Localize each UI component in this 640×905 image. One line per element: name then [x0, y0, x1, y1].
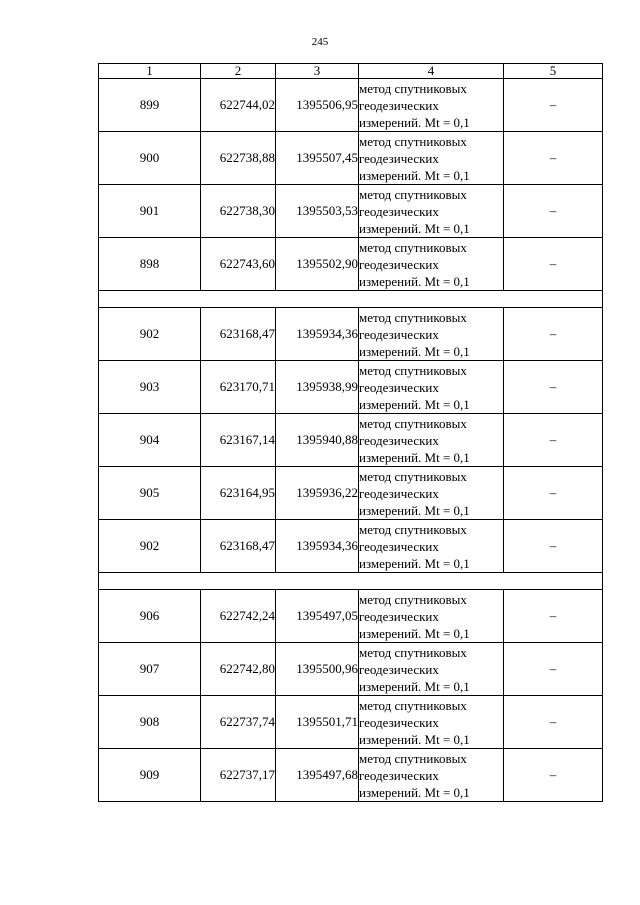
method-line: геодезических	[359, 326, 439, 342]
point-number-cell: 906	[99, 590, 201, 643]
note-cell: –	[504, 132, 603, 185]
method-cell	[359, 361, 504, 414]
table-body	[99, 79, 603, 802]
group-separator-row	[99, 291, 603, 308]
method-line: измерений. Mt = 0,1	[359, 449, 470, 465]
y-coordinate-cell: 1395506,95	[276, 79, 359, 132]
y-coordinate-cell: 1395500,96	[276, 643, 359, 696]
method-line: геодезических	[359, 485, 439, 501]
method-cell	[359, 467, 504, 520]
table-row	[99, 132, 603, 185]
table-row	[99, 696, 603, 749]
table-row	[99, 414, 603, 467]
x-coordinate-cell: 622738,88	[201, 132, 276, 185]
x-coordinate-cell: 622737,17	[201, 749, 276, 802]
y-coordinate-cell: 1395934,36	[276, 308, 359, 361]
y-coordinate-cell: 1395507,45	[276, 132, 359, 185]
y-coordinate-cell: 1395503,53	[276, 185, 359, 238]
point-number-cell: 903	[99, 361, 201, 414]
y-coordinate-cell: 1395501,71	[276, 696, 359, 749]
method-line: метод спутниковых	[359, 521, 467, 537]
x-coordinate-cell: 622744,02	[201, 79, 276, 132]
method-cell	[359, 238, 504, 291]
note-cell: –	[504, 238, 603, 291]
method-cell	[359, 414, 504, 467]
method-line: измерений. Mt = 0,1	[359, 555, 470, 571]
method-line: геодезических	[359, 714, 439, 730]
method-line: геодезических	[359, 150, 439, 166]
group-separator-row	[99, 573, 603, 590]
x-coordinate-cell: 622738,30	[201, 185, 276, 238]
table-row	[99, 361, 603, 414]
method-line: геодезических	[359, 379, 439, 395]
method-line: метод спутниковых	[359, 362, 467, 378]
point-number-cell: 907	[99, 643, 201, 696]
method-line: метод спутниковых	[359, 644, 467, 660]
method-cell	[359, 185, 504, 238]
method-line: измерений. Mt = 0,1	[359, 502, 470, 518]
method-line: метод спутниковых	[359, 80, 467, 96]
table-row	[99, 467, 603, 520]
method-line: метод спутниковых	[359, 239, 467, 255]
point-number-cell: 908	[99, 696, 201, 749]
method-line: измерений. Mt = 0,1	[359, 343, 470, 359]
method-line: метод спутниковых	[359, 309, 467, 325]
point-number-cell: 905	[99, 467, 201, 520]
method-cell	[359, 132, 504, 185]
coordinates-table	[98, 63, 603, 802]
note-cell: –	[504, 696, 603, 749]
method-line: измерений. Mt = 0,1	[359, 678, 470, 694]
header-cell-2: 2	[201, 64, 276, 79]
point-number-cell: 902	[99, 520, 201, 573]
note-cell: –	[504, 467, 603, 520]
method-cell	[359, 520, 504, 573]
y-coordinate-cell: 1395934,36	[276, 520, 359, 573]
x-coordinate-cell: 623168,47	[201, 308, 276, 361]
method-line: геодезических	[359, 432, 439, 448]
note-cell: –	[504, 185, 603, 238]
note-cell: –	[504, 308, 603, 361]
note-cell: –	[504, 643, 603, 696]
point-number-cell: 898	[99, 238, 201, 291]
note-cell: –	[504, 414, 603, 467]
method-line: измерений. Mt = 0,1	[359, 731, 470, 747]
header-cell-1: 1	[99, 64, 201, 79]
header-cell-3: 3	[276, 64, 359, 79]
x-coordinate-cell: 622737,74	[201, 696, 276, 749]
x-coordinate-cell: 623167,14	[201, 414, 276, 467]
method-line: метод спутниковых	[359, 415, 467, 431]
page-number: 245	[311, 36, 329, 48]
method-cell	[359, 749, 504, 802]
table-row	[99, 643, 603, 696]
method-line: метод спутниковых	[359, 750, 467, 766]
method-line: метод спутниковых	[359, 186, 467, 202]
method-line: метод спутниковых	[359, 591, 467, 607]
y-coordinate-cell: 1395497,68	[276, 749, 359, 802]
method-line: геодезических	[359, 767, 439, 783]
x-coordinate-cell: 622742,24	[201, 590, 276, 643]
method-cell	[359, 79, 504, 132]
method-line: измерений. Mt = 0,1	[359, 273, 470, 289]
x-coordinate-cell: 623170,71	[201, 361, 276, 414]
y-coordinate-cell: 1395502,90	[276, 238, 359, 291]
method-line: измерений. Mt = 0,1	[359, 114, 470, 130]
note-cell: –	[504, 749, 603, 802]
method-line: измерений. Mt = 0,1	[359, 220, 470, 236]
method-line: измерений. Mt = 0,1	[359, 784, 470, 800]
x-coordinate-cell: 623168,47	[201, 520, 276, 573]
point-number-cell: 900	[99, 132, 201, 185]
x-coordinate-cell: 623164,95	[201, 467, 276, 520]
y-coordinate-cell: 1395938,99	[276, 361, 359, 414]
method-line: геодезических	[359, 97, 439, 113]
method-cell	[359, 308, 504, 361]
method-line: измерений. Mt = 0,1	[359, 396, 470, 412]
method-line: геодезических	[359, 608, 439, 624]
note-cell: –	[504, 361, 603, 414]
header-row	[99, 64, 603, 79]
point-number-cell: 909	[99, 749, 201, 802]
method-line: метод спутниковых	[359, 133, 467, 149]
table-row	[99, 749, 603, 802]
y-coordinate-cell: 1395497,05	[276, 590, 359, 643]
note-cell: –	[504, 79, 603, 132]
method-cell	[359, 590, 504, 643]
header-cell-4: 4	[359, 64, 504, 79]
method-line: геодезических	[359, 661, 439, 677]
table-row	[99, 238, 603, 291]
y-coordinate-cell: 1395940,88	[276, 414, 359, 467]
method-line: геодезических	[359, 203, 439, 219]
method-line: метод спутниковых	[359, 468, 467, 484]
method-cell	[359, 696, 504, 749]
table-row	[99, 308, 603, 361]
note-cell: –	[504, 520, 603, 573]
method-line: измерений. Mt = 0,1	[359, 167, 470, 183]
header-cell-5: 5	[504, 64, 603, 79]
x-coordinate-cell: 622742,80	[201, 643, 276, 696]
table-row	[99, 185, 603, 238]
method-line: геодезических	[359, 256, 439, 272]
method-line: геодезических	[359, 538, 439, 554]
y-coordinate-cell: 1395936,22	[276, 467, 359, 520]
method-line: метод спутниковых	[359, 697, 467, 713]
method-cell	[359, 643, 504, 696]
x-coordinate-cell: 622743,60	[201, 238, 276, 291]
table-row	[99, 590, 603, 643]
point-number-cell: 904	[99, 414, 201, 467]
point-number-cell: 902	[99, 308, 201, 361]
method-line: измерений. Mt = 0,1	[359, 625, 470, 641]
point-number-cell: 899	[99, 79, 201, 132]
group-separator-cell	[99, 573, 603, 590]
table-row	[99, 79, 603, 132]
table-row	[99, 520, 603, 573]
point-number-cell: 901	[99, 185, 201, 238]
group-separator-cell	[99, 291, 603, 308]
note-cell: –	[504, 590, 603, 643]
